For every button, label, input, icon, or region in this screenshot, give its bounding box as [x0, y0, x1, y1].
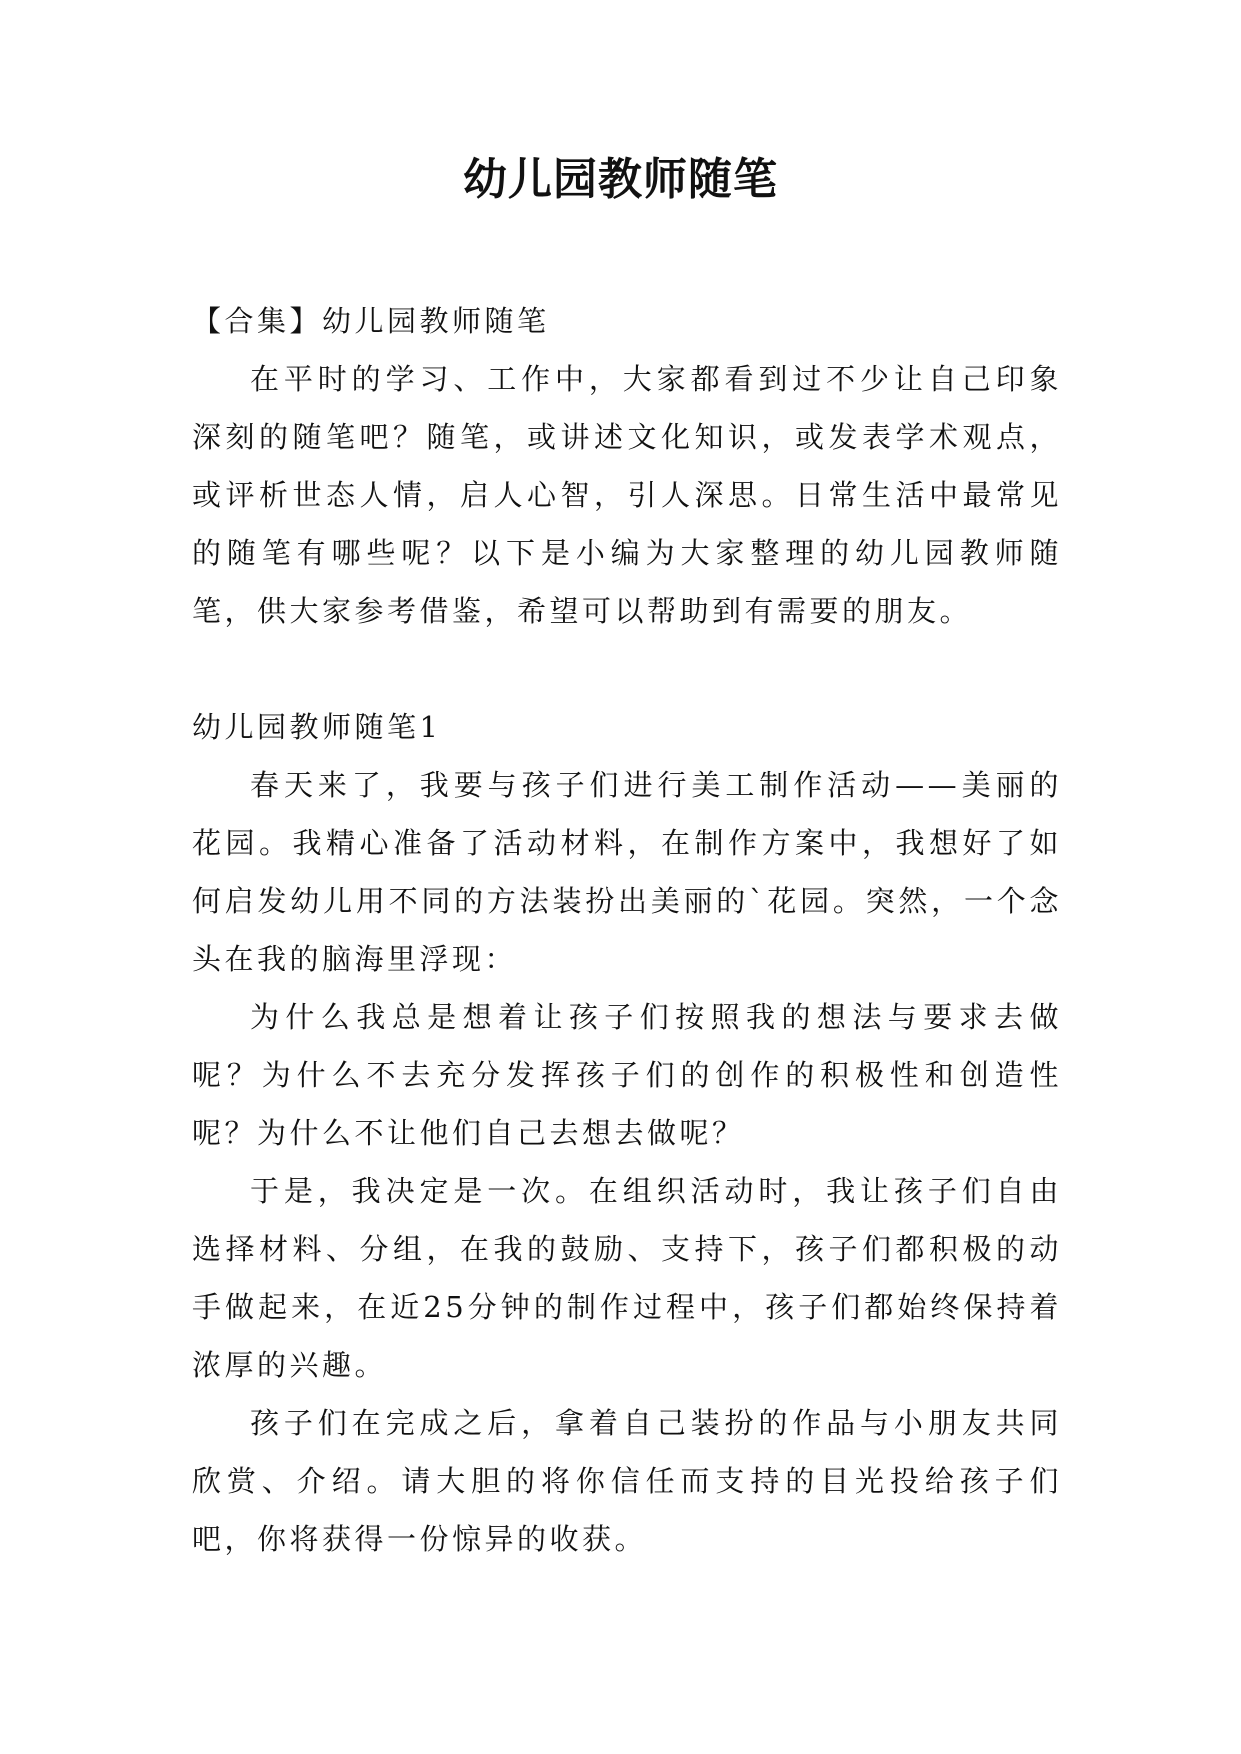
body-paragraph: 春天来了，我要与孩子们进行美工制作活动——美丽的花园。我精心准备了活动材料，在制作方案中，我想好了如何启发幼儿用不同的方法装扮出美丽的`花园。突然，一个念头在我的脑海里浮现：	[192, 768, 1062, 976]
section-heading: 幼儿园教师随笔1	[192, 710, 442, 744]
document-title: 幼儿园教师随笔	[463, 154, 778, 205]
paragraph-gap	[192, 640, 1062, 698]
document-body	[192, 292, 1062, 1568]
collection-subtitle: 【合集】幼儿园教师随笔	[192, 304, 550, 338]
body-paragraph: 为什么我总是想着让孩子们按照我的想法与要求去做呢？为什么不去充分发挥孩子们的创作的积极性和创造性呢？为什么不让他们自己去想去做呢？	[192, 1000, 1062, 1150]
intro-paragraph: 在平时的学习、工作中，大家都看到过不少让自己印象深刻的随笔吧？随笔，或讲述文化知识，或发表学术观点，或评析世态人情，启人心智，引人深思。日常生活中最常见的随笔有哪些呢？以下是小编为大家整理的幼儿园教师随笔，供大家参考借鉴，希望可以帮助到有需要的朋友。	[192, 362, 1062, 628]
body-paragraph: 孩子们在完成之后，拿着自己装扮的作品与小朋友共同欣赏、介绍。请大胆的将你信任而支持的目光投给孩子们吧，你将获得一份惊异的收获。	[192, 1406, 1062, 1556]
body-paragraph: 于是，我决定是一次。在组织活动时，我让孩子们自由选择材料、分组，在我的鼓励、支持下，孩子们都积极的动手做起来，在近25分钟的制作过程中，孩子们都始终保持着浓厚的兴趣。	[192, 1174, 1062, 1382]
